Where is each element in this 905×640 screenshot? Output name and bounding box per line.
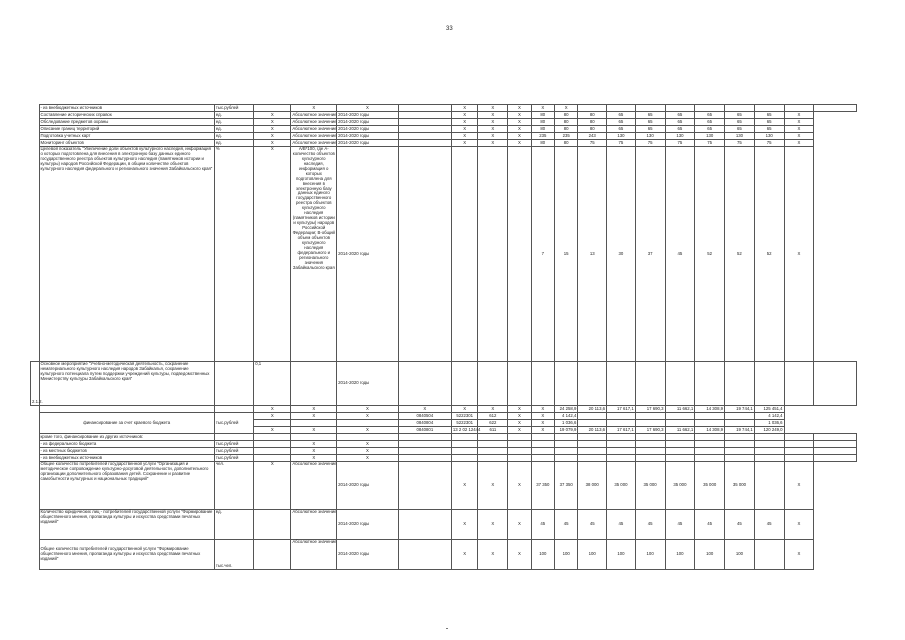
program-indicators-table [30,104,857,570]
table-row: Подготовка учетных карт ед. X Абсолютное значение 2014-2020 годы X X X 235 235 243 130 130 130 130 130 130 X [31,133,857,140]
table-row: - из внебюджетных источников тыс.рублей X X [31,455,857,462]
table-row: - из федерального бюджета тыс.рублей X X [31,441,857,448]
table-row: X X X 0840801 13 2 02 12444 611 X X 19 079,9 20 113,6 17 617,1 17 690,3 11 662,1 14 308,9 19 744,1 120 249,0 [31,427,857,434]
table-row: финансирование за счет краевого бюджета тыс.рублей X X X 0840504 5222301 612 X X 4 142,4 4 142,4 [31,413,857,420]
indicator-name: Составление исторических справок [39,112,214,119]
indicator-name: - из внебюджетных источников [39,105,214,112]
row-number: 2.1.2. [31,362,40,406]
table-row: Общее количество потребителей государственной услуги "Формирование общественного мнения, пропаганда культуры и искусства средствами печатных изданий" тыс.чел. Абсолютное значение 2014-2020 годы X X X 100 100 100 100 100 100 100 100 X [31,540,857,570]
indicator-name: Общее количество потребителей государственной услуги "Организация и методическое сопровождение культурно-досуговой деятельности, дополнительного организации дополнительного образования детей. Сохранение и развитие самобытности культурных и национальных традиций" [39,462,214,510]
page-number: 33 [446,26,453,32]
table-row: Составление исторических справок ед. X Абсолютное значение 2014-2020 годы X X X 80 80 80 65 65 65 65 65 65 X [31,112,857,119]
indicator-name: Целевой показатель "Увеличение доли объектов культурного наследия, информация о которых подготовлена для внесения в электронную базу данных единого государственного реестра объектов культурного наследия (памятников истории и культуры) народов Российской Федерации, в общем количестве объектов культурного наследия федерального и регионального значения Забайкальского края" [39,147,214,362]
table-row: Общее количество потребителей государственной услуги "Организация и методическое сопровождение культурно-досуговой деятельности, дополнительного организации дополнительного образования детей. Сохранение и развитие самобытности культурных и национальных традиций" чел. X Абсолютное значение 2014-2020 годы X X X 37 350 37 350 38 000 35 000 35 000 35 000 35 000 35 000 X [31,462,857,510]
indicator-name: Общее количество потребителей государственной услуги "Формирование общественного мнения, пропаганда культуры и искусства средствами печатных изданий" [39,540,214,570]
table-row: - из внебюджетных источников тыс.рублей X X X X X X X [31,105,857,112]
indicator-name: Описание границ территорий [39,126,214,133]
table-row: Мониторинг объектов ед. X Абсолютное значение 2014-2020 годы X X X 80 80 75 75 75 75 75 75 75 X [31,140,857,147]
table-row: Обследование предметов охраны ед. X Абсолютное значение 2014-2020 годы X X X 80 80 80 65 65 65 65 65 65 X [31,119,857,126]
table-row: Количество юридических лиц - потребителей государственной услуги "Формирование общественного мнения, пропаганда культуры и искусства средствами печатных изданий" ед. Абсолютное значение 2014-2020 годы X X X 45 45 45 45 45 45 45 45 45 X [31,510,857,540]
indicator-formula: A/B*100, где A- количество объектов культурного наследия, информация о которых подготовлена для внесения в электронную базу данных единого государственного реестра объектов культурного наследия (памятников истории и культуры) народов Российской Федерации; B-общий объем объектов культурного наследия федерального и регионального значения Забайкальского края [291,147,337,362]
financing-label: финансирование за счет краевого бюджета [39,413,214,434]
table-row: 2.1.2. Основное мероприятие "Учебно-методическая деятельность, сохранение нематериального культурного наследия народов Забайкалья, сохранение культурного потенциала путем поддержки учреждений культуры, подведомственных Министерству культуры Забайкальского края" 0,1 2014-2020 годы [31,362,857,406]
table-row: Описание границ территорий ед. X Абсолютное значение 2014-2020 годы X X X 80 80 80 65 65 65 65 65 65 X [31,126,857,133]
indicator-name: Подготовка учетных карт [39,133,214,140]
table-row: - из местных бюджетов тыс.рублей X X [31,448,857,455]
activity-name: Основное мероприятие "Учебно-методическая деятельность, сохранение нематериального культурного наследия народов Забайкалья, сохранение культурного потенциала путем поддержки учреждений культуры, подведомственных Министерству культуры Забайкальского края" [39,362,214,406]
table-row: Целевой показатель "Увеличение доли объектов культурного наследия, информация о которых подготовлена для внесения в электронную базу данных единого государственного реестра объектов культурного наследия (памятников истории и культуры) народов Российской Федерации, в общем количестве объектов культурного наследия федерального и регионального значения Забайкальского края" % X A/B*100, где A- количество объектов культурного наследия, информация о которых подготовлена для внесения в электронную базу данных единого государственного реестра объектов культурного наследия (памятников истории и культуры) народов Российской Федерации; B-общий объем объектов культурного наследия федерального и регионального значения Забайкальского края 2014-2020 годы 7 15 13 30 37 45 52 52 52 X [31,147,857,362]
indicator-name: Количество юридических лиц - потребителей государственной услуги "Формирование общественного мнения, пропаганда культуры и искусства средствами печатных изданий" [39,510,214,540]
table-row: 0840804 5222301 622 X X 1 036,6 1 036,6 [31,420,857,427]
indicator-name: Обследование предметов охраны [39,119,214,126]
table-row: кроме того, финансирование из других источников: [31,434,857,441]
indicator-name: Мониторинг объектов [39,140,214,147]
scan-mark [446,628,448,629]
table-row: X X X X X X X X 24 258,9 20 113,6 17 617,1 17 690,3 11 662,1 14 308,9 19 744,1 125 451,4 [31,406,857,413]
